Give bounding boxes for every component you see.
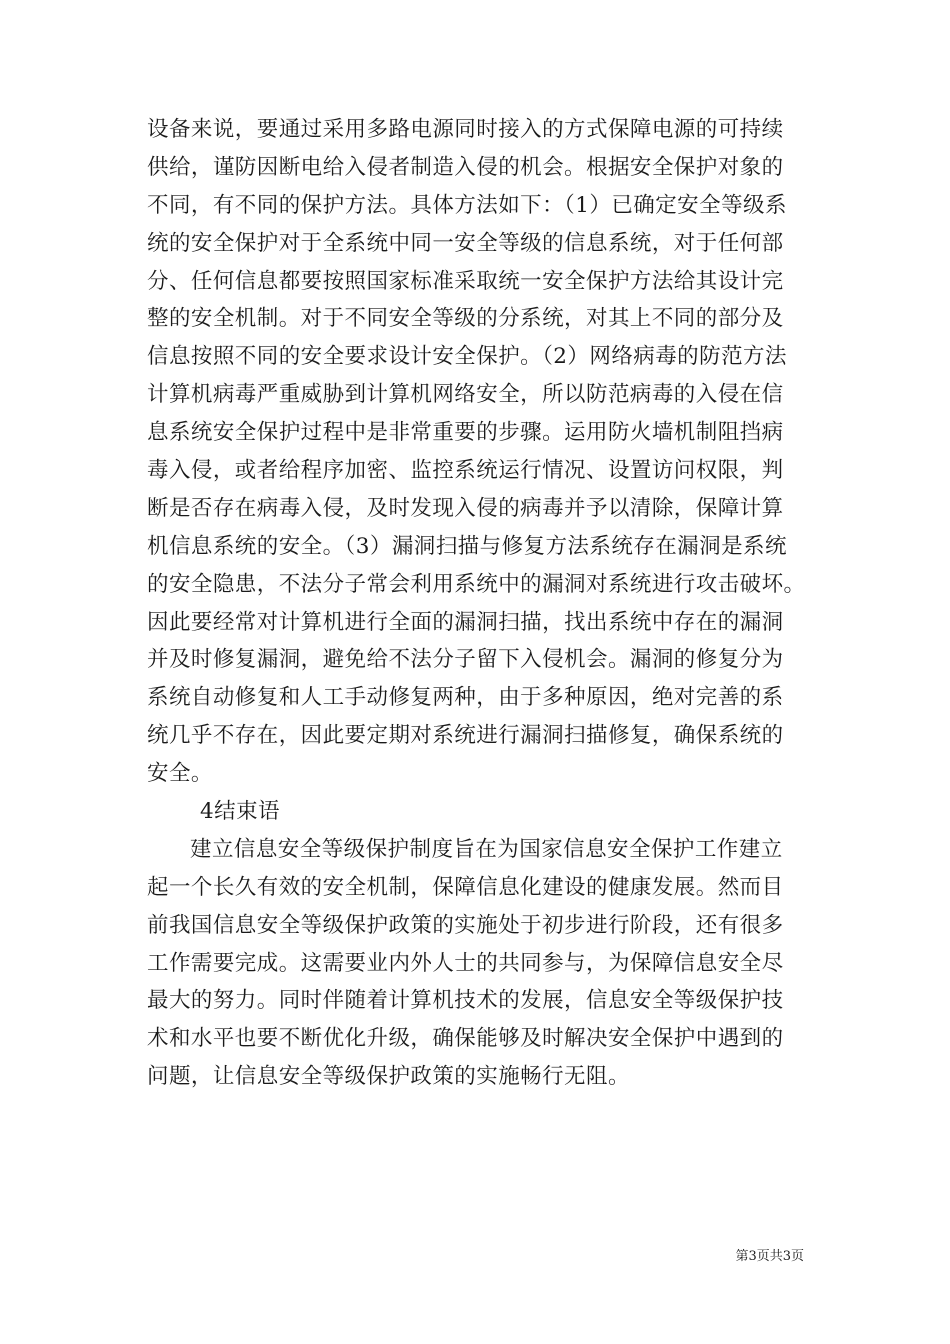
paragraph-line: 机信息系统的安全。（3）漏洞扫描与修复方法系统存在漏洞是系统	[147, 533, 787, 559]
paragraph-line: 前我国信息安全等级保护政策的实施处于初步进行阶段，还有很多	[147, 912, 784, 938]
section-heading: 4结束语	[200, 799, 280, 825]
paragraph-line: 供给，谨防因断电给入侵者制造入侵的机会。根据安全保护对象的	[147, 154, 784, 180]
paragraph-line: 断是否存在病毒入侵，及时发现入侵的病毒并予以清除，保障计算	[147, 495, 784, 521]
paragraph-line: 息系统安全保护过程中是非常重要的步骤。运用防火墙机制阻挡病	[147, 420, 784, 446]
paragraph-line: 起一个长久有效的安全机制，保障信息化建设的健康发展。然而目	[147, 874, 784, 900]
paragraph-line: 建立信息安全等级保护制度旨在为国家信息安全保护工作建立	[190, 836, 783, 862]
paragraph-line: 不同，有不同的保护方法。具体方法如下：（1）已确定安全等级系	[147, 192, 787, 218]
page-number-footer: 第3页共3页	[735, 1249, 804, 1264]
paragraph-line: 统几乎不存在，因此要定期对系统进行漏洞扫描修复，确保系统的	[147, 723, 784, 749]
paragraph-line: 术和水平也要不断优化升级，确保能够及时解决安全保护中遇到的	[147, 1026, 784, 1052]
paragraph-line: 最大的努力。同时伴随着计算机技术的发展，信息安全等级保护技	[147, 988, 784, 1014]
body-text	[147, 111, 807, 1096]
paragraph-line: 问题，让信息安全等级保护政策的实施畅行无阻。	[147, 1064, 630, 1090]
paragraph-line: 安全。	[147, 761, 213, 787]
paragraph-line: 系统自动修复和人工手动修复两种，由于多种原因，绝对完善的系	[147, 685, 784, 711]
paragraph-line: 工作需要完成。这需要业内外人士的共同参与，为保障信息安全尽	[147, 950, 784, 976]
paragraph-line: 设备来说，要通过采用多路电源同时接入的方式保障电源的可持续	[147, 117, 784, 142]
paragraph-line: 整的安全机制。对于不同安全等级的分系统，对其上不同的部分及	[147, 306, 784, 332]
paragraph-line: 的安全隐患，不法分子常会利用系统中的漏洞对系统进行攻击破坏。	[147, 571, 806, 597]
paragraph-line: 分、任何信息都要按照国家标准采取统一安全保护方法给其设计完	[147, 268, 784, 294]
paragraph-line: 计算机病毒严重威胁到计算机网络安全，所以防范病毒的入侵在信	[147, 382, 784, 408]
paragraph-line: 因此要经常对计算机进行全面的漏洞扫描，找出系统中存在的漏洞	[147, 609, 784, 635]
paragraph-line: 并及时修复漏洞，避免给不法分子留下入侵机会。漏洞的修复分为	[147, 647, 784, 673]
paragraph-line: 毒入侵，或者给程序加密、监控系统运行情况、设置访问权限，判	[147, 458, 784, 484]
paragraph-line: 统的安全保护对于全系统中同一安全等级的信息系统，对于任何部	[147, 230, 784, 256]
paragraph-line: 信息按照不同的安全要求设计安全保护。（2）网络病毒的防范方法	[147, 344, 787, 370]
